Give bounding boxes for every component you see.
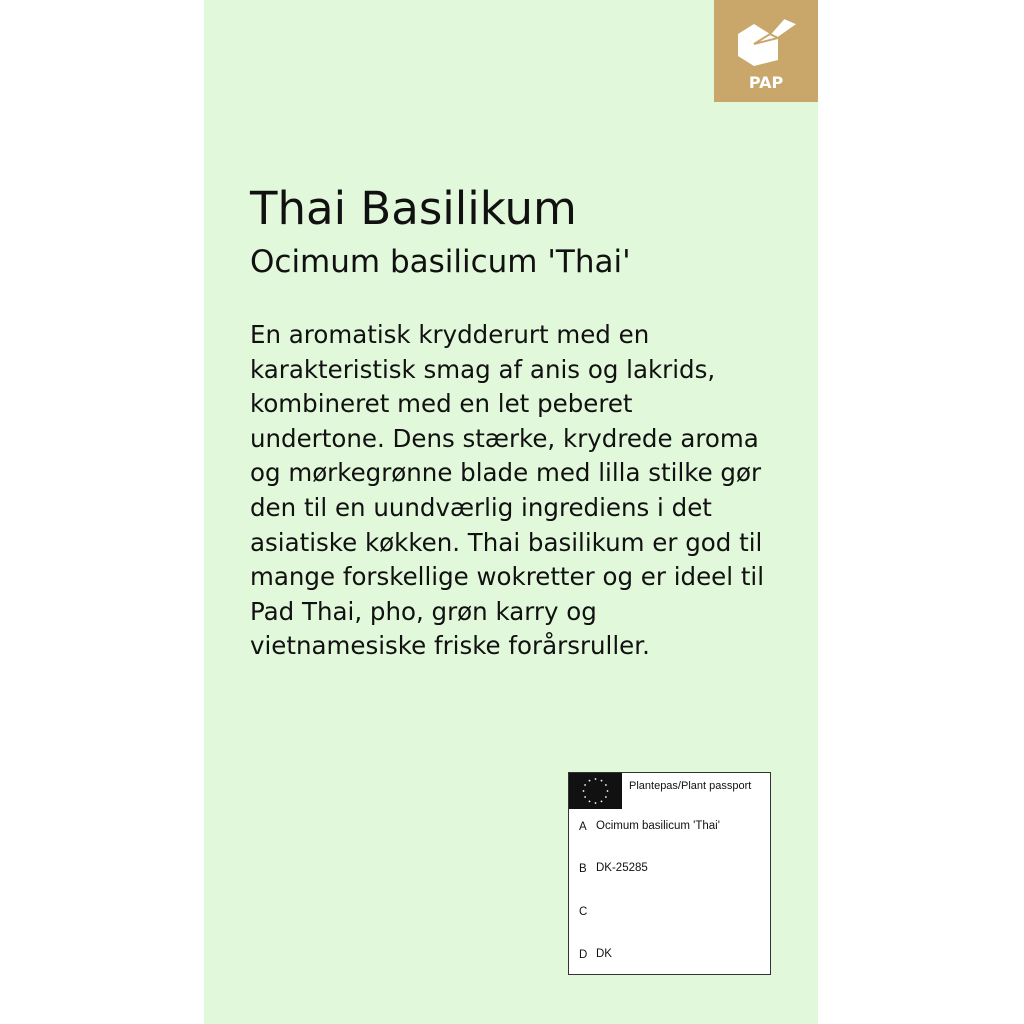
passport-title: Plantepas/Plant passport [629, 780, 752, 792]
plant-passport [568, 772, 771, 975]
passport-row-letter: D [579, 949, 588, 961]
passport-row-letter: B [579, 863, 587, 875]
passport-row-letter: C [579, 906, 588, 918]
latin-name: Ocimum basilicum 'Thai' [250, 244, 631, 280]
product-name: Thai Basilikum [250, 182, 577, 235]
product-description: En aromatisk krydderurt med en karakteristisk smag af anis og lakrids, kombineret med en let peberet undertone. Dens stærke, krydrede aroma og mørkegrønne blade med lilla stilke gør den til en uundværlig ingrediens i det asiatiske køkken. Thai basilikum er god til mange forskellige wokretter og er ideel til Pad Thai, pho, grøn karry og vietnamesiske friske forårsruller. [250, 320, 765, 661]
eu-flag-icon [569, 773, 622, 809]
passport-row-letter: A [579, 821, 587, 833]
passport-row-c [579, 906, 746, 918]
passport-row-value: Ocimum basilicum 'Thai' [596, 820, 720, 832]
passport-row-value: DK-25285 [596, 862, 648, 874]
passport-row-b [579, 863, 746, 875]
passport-row-a [579, 821, 746, 833]
passport-row-value: DK [596, 948, 612, 960]
box-icon [732, 14, 800, 70]
pap-badge [714, 0, 818, 102]
pap-label: PAP [748, 73, 784, 92]
passport-row-d [579, 949, 746, 961]
